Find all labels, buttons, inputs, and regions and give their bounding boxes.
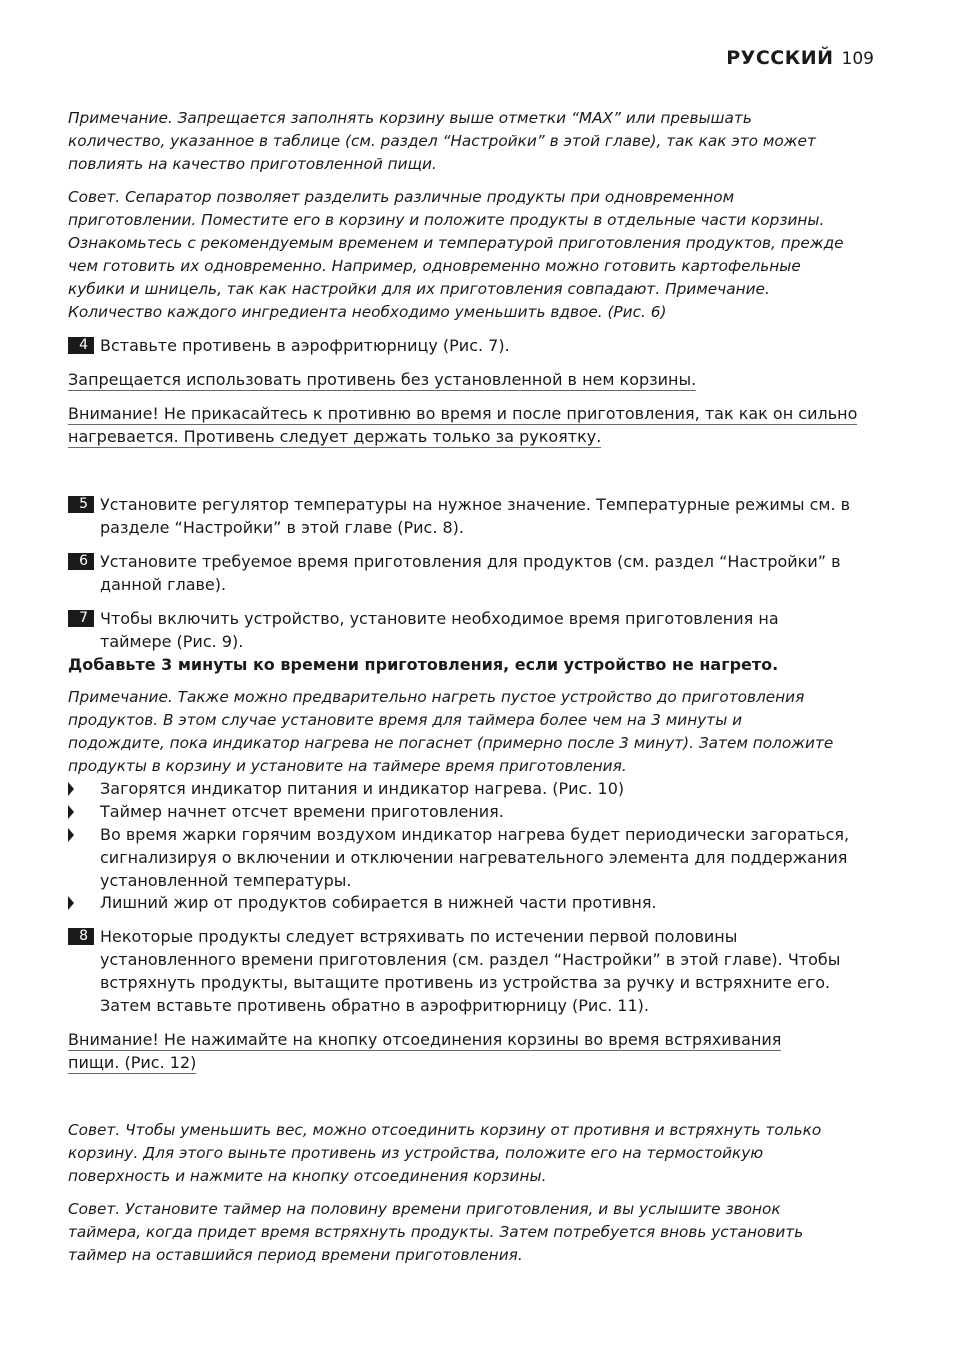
text-line: пищи. (Рис. 12) bbox=[68, 1053, 197, 1072]
bullet-triangle-icon bbox=[68, 782, 74, 796]
step-number-badge: 8 bbox=[68, 928, 94, 945]
text-line: сигнализируя о включении и отключении нагревательного элемента для поддержания bbox=[100, 848, 848, 867]
text-line: Внимание! Не нажимайте на кнопку отсоединения корзины во время встряхивания bbox=[68, 1030, 782, 1049]
text-line: кубики и шницель, так как настройки для их приготовления совпадают. Примечание. bbox=[68, 280, 770, 298]
step-7 bbox=[68, 607, 878, 653]
step-number-badge: 5 bbox=[68, 496, 94, 513]
text-line: повлиять на качество приготовленной пищи. bbox=[68, 155, 437, 173]
bold-preheat-note: Добавьте 3 минуты ко времени приготовления, если устройство не нагрето. bbox=[68, 655, 779, 674]
bullet-item bbox=[68, 823, 878, 892]
tip-half-timer bbox=[68, 1198, 878, 1267]
step-5 bbox=[68, 493, 878, 539]
step-number-badge: 6 bbox=[68, 553, 94, 570]
text-line: установленной температуры. bbox=[100, 871, 352, 890]
text-line: Запрещается использовать противень без установленной в нем корзины. bbox=[68, 370, 697, 389]
text-line: установленного времени приготовления (см. раздел “Настройки” в этой главе). Чтобы bbox=[100, 950, 841, 969]
text-line: Загорятся индикатор питания и индикатор нагрева. (Рис. 10) bbox=[100, 779, 625, 798]
warning-no-basket bbox=[68, 368, 878, 391]
tip-reduce-weight bbox=[68, 1119, 878, 1188]
text-line: Установите требуемое время приготовления для продуктов (см. раздел “Настройки” в bbox=[100, 552, 841, 571]
text-line: Установите регулятор температуры на нужное значение. Температурные режимы см. в bbox=[100, 495, 851, 514]
text-line: Примечание. Запрещается заполнять корзину выше отметки “MAX” или превышать bbox=[68, 109, 752, 127]
text-line: Вставьте противень в аэрофритюрницу (Рис. 7). bbox=[100, 336, 510, 355]
text-line: Некоторые продукты следует встряхивать по истечении первой половины bbox=[100, 927, 738, 946]
step-8 bbox=[68, 925, 878, 1017]
tip-separator bbox=[68, 186, 878, 324]
text-line: Примечание. Также можно предварительно нагреть пустое устройство до приготовления bbox=[68, 688, 805, 706]
text-line: корзину. Для этого выньте противень из устройства, положите его на термостойкую bbox=[68, 1144, 764, 1162]
text-line: Совет. Чтобы уменьшить вес, можно отсоединить корзину от противня и встряхнуть только bbox=[68, 1121, 822, 1139]
text-line: Затем вставьте противень обратно в аэрофритюрницу (Рис. 11). bbox=[100, 996, 649, 1015]
text-line: подождите, пока индикатор нагрева не погаснет (примерно после 3 минут). Затем положите bbox=[68, 734, 834, 752]
text-line: встряхнуть продукты, вытащите противень из устройства за ручку и встряхните его. bbox=[100, 973, 831, 992]
text-line: Совет. Сепаратор позволяет разделить различные продукты при одновременном bbox=[68, 188, 735, 206]
bullet-item bbox=[68, 777, 878, 800]
text-line: количество, указанное в таблице (см. раздел “Настройки” в этой главе), так как это может bbox=[68, 132, 816, 150]
bullet-triangle-icon bbox=[68, 828, 74, 842]
text-line: нагревается. Противень следует держать только за рукоятку. bbox=[68, 427, 602, 446]
note-max-fill bbox=[68, 107, 878, 176]
text-line: Лишний жир от продуктов собирается в нижней части противня. bbox=[100, 893, 657, 912]
text-line: таймер на оставшийся период времени приготовления. bbox=[68, 1246, 523, 1264]
text-line: поверхность и нажмите на кнопку отсоединения корзины. bbox=[68, 1167, 547, 1185]
bullet-item bbox=[68, 891, 878, 914]
text-line: разделе “Настройки” в этой главе (Рис. 8). bbox=[100, 518, 465, 537]
step-number-badge: 4 bbox=[68, 337, 94, 354]
warning-hot-pan bbox=[68, 402, 878, 448]
text-line: приготовлении. Поместите его в корзину и положите продукты в отдельные части корзины. bbox=[68, 211, 825, 229]
bullet-triangle-icon bbox=[68, 896, 74, 910]
text-line: Во время жарки горячим воздухом индикатор нагрева будет периодически загораться, bbox=[100, 825, 850, 844]
text-line: продукты в корзину и установите на таймере время приготовления. bbox=[68, 757, 627, 775]
page-header bbox=[726, 47, 874, 69]
text-line: Количество каждого ингредиента необходимо уменьшить вдвое. (Рис. 6) bbox=[68, 303, 667, 321]
step-4 bbox=[68, 334, 878, 357]
text-line: чем готовить их одновременно. Например, одновременно можно готовить картофельные bbox=[68, 257, 801, 275]
bullet-item bbox=[68, 800, 878, 823]
note-preheat bbox=[68, 686, 878, 778]
text-line: данной главе). bbox=[100, 575, 227, 594]
text-line: Ознакомьтесь с рекомендуемым временем и температурой приготовления продуктов, прежде bbox=[68, 234, 844, 252]
step-number-badge: 7 bbox=[68, 610, 94, 627]
language-heading: РУССКИЙ bbox=[726, 47, 834, 69]
text-line: Внимание! Не прикасайтесь к противню во время и после приготовления, так как он сильно bbox=[68, 404, 858, 423]
page-number: 109 bbox=[841, 49, 874, 69]
warning-release-button bbox=[68, 1028, 878, 1074]
text-line: Чтобы включить устройство, установите необходимое время приготовления на bbox=[100, 609, 779, 628]
text-line: Совет. Установите таймер на половину времени приготовления, и вы услышите звонок bbox=[68, 1200, 781, 1218]
text-line: таймера, когда придет время встряхнуть продукты. Затем потребуется вновь установить bbox=[68, 1223, 804, 1241]
bullet-triangle-icon bbox=[68, 805, 74, 819]
text-line: таймере (Рис. 9). bbox=[100, 632, 244, 651]
text-line: продуктов. В этом случае установите время для таймера более чем на 3 минуты и bbox=[68, 711, 743, 729]
step-6 bbox=[68, 550, 878, 596]
text-line: Таймер начнет отсчет времени приготовления. bbox=[100, 802, 504, 821]
